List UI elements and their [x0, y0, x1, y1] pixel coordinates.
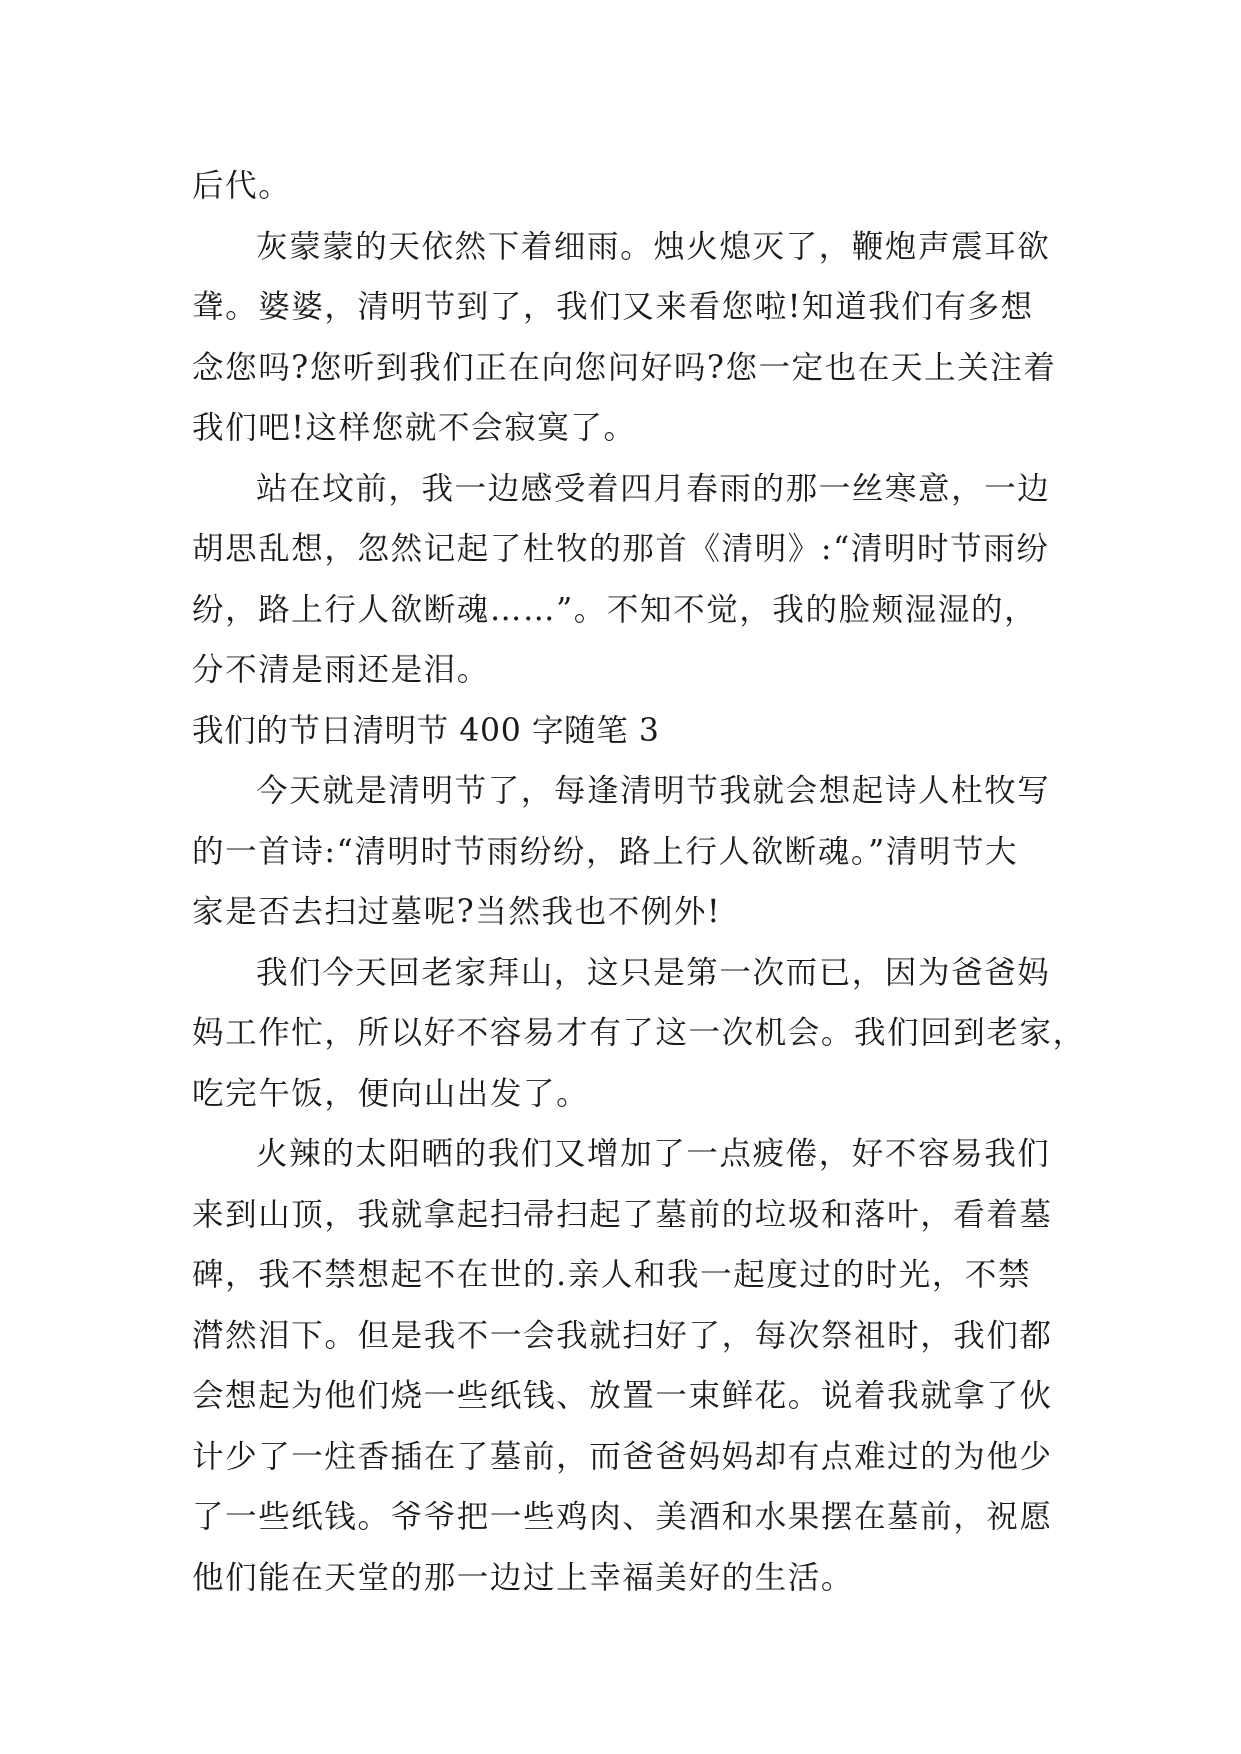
paragraph-start-line: 今天就是清明节了，每逢清明节我就会想起诗人杜牧写	[256, 773, 1051, 809]
text-line: 他们能在天堂的那一边过上幸福美好的生活。	[192, 1559, 855, 1596]
section-heading: 我们的节日清明节 400 字随笔 3	[192, 712, 660, 749]
paragraph-start-line: 灰蒙蒙的天依然下着细雨。烛火熄灭了，鞭炮声震耳欲	[256, 228, 1051, 265]
text-line: 来到山顶，我就拿起扫帚扫起了墓前的垃圾和落叶，看着墓	[192, 1196, 1053, 1233]
text-line: 我们吧!这样您就不会寂寞了。	[192, 410, 637, 446]
text-line: 的一首诗:“清明时节雨纷纷，路上行人欲断魂。”清明节大	[192, 833, 1019, 870]
text-line: 后代。	[192, 168, 292, 204]
text-line: 潸然泪下。但是我不一会我就扫好了，每次祭祖时，我们都	[192, 1317, 1053, 1354]
text-line: 妈工作忙，所以好不容易才有了这一次机会。我们回到老家，	[192, 1015, 1086, 1051]
text-line: 胡思乱想，忽然记起了杜牧的那首《清明》:“清明时节雨纷	[192, 531, 1050, 567]
text-line: 会想起为他们烧一些纸钱、放置一束鲜花。说着我就拿了伙	[192, 1378, 1053, 1414]
text-line: 计少了一炷香插在了墓前，而爸爸妈妈却有点难过的为他少	[192, 1438, 1053, 1475]
paragraph-start-line: 站在坟前，我一边感受着四月春雨的那一丝寒意，一边	[256, 470, 1051, 507]
text-line: 聋。婆婆，清明节到了，我们又来看您啦!知道我们有多想	[192, 289, 1034, 325]
paragraph-start-line: 我们今天回老家拜山，这只是第一次而已，因为爸爸妈	[256, 954, 1051, 991]
document-body	[192, 156, 1086, 1608]
text-line: 了一些纸钱。爷爷把一些鸡肉、美酒和水果摆在墓前，祝愿	[192, 1499, 1053, 1535]
text-line: 纷，路上行人欲断魂……”。不知不觉，我的脸颊湿湿的，	[192, 591, 1038, 628]
text-line: 吃完午饭，便向山出发了。	[192, 1075, 590, 1112]
text-line: 分不清是雨还是泪。	[192, 652, 490, 688]
paragraph-start-line: 火辣的太阳晒的我们又增加了一点疲倦，好不容易我们	[256, 1136, 1051, 1172]
text-line: 念您吗?您听到我们正在向您问好吗?您一定也在天上关注着	[192, 349, 1057, 386]
text-line: 碑，我不禁想起不在世的.亲人和我一起度过的时光，不禁	[192, 1257, 1032, 1293]
text-line: 家是否去扫过墓呢?当然我也不例外!	[192, 894, 722, 930]
